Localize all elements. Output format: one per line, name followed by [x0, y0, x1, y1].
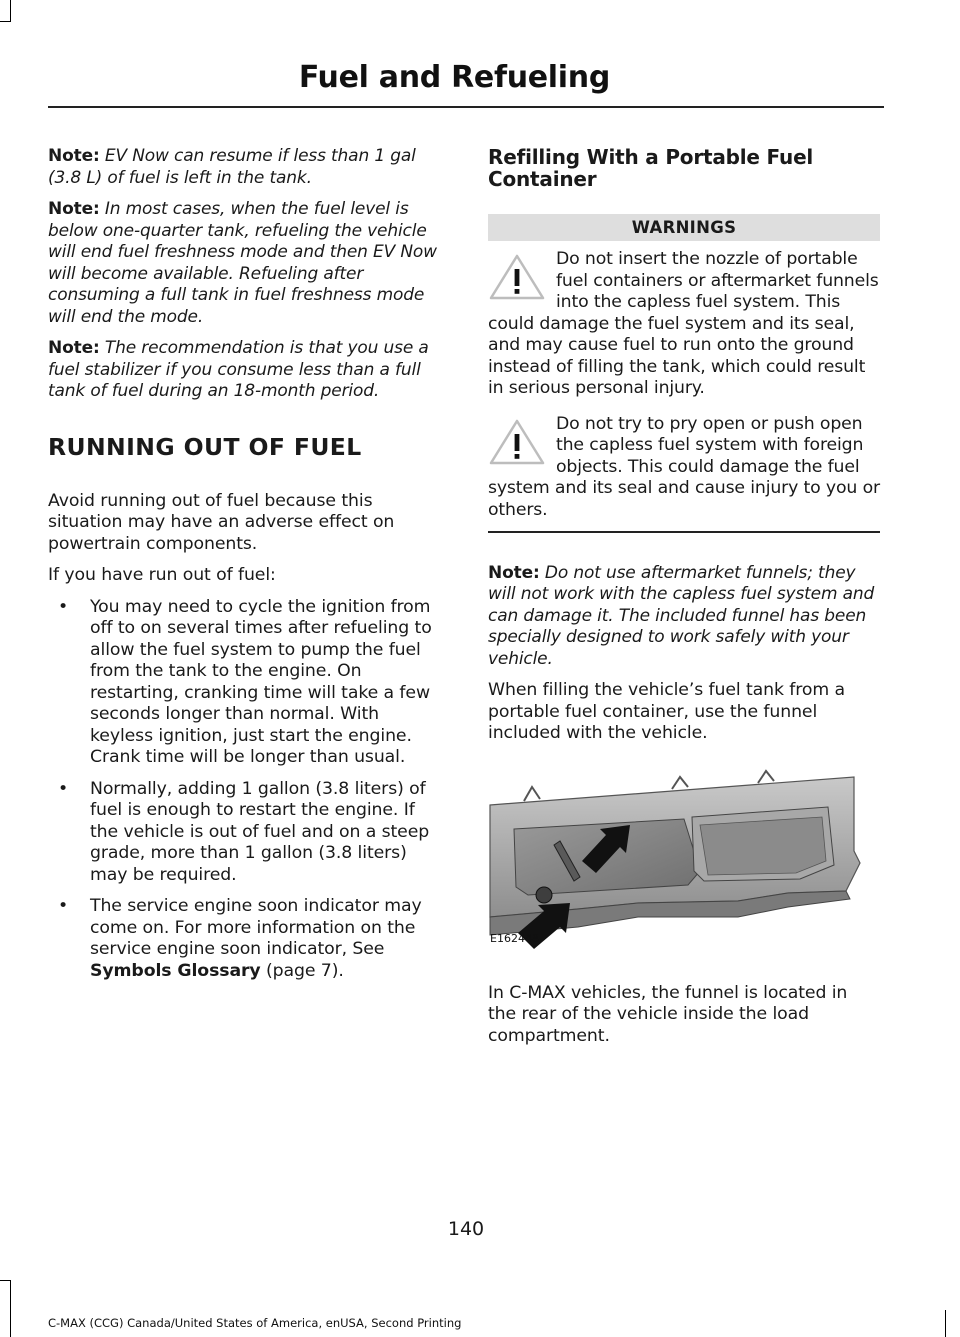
note-fuel-stabilizer	[48, 338, 446, 403]
load-compartment-illustration	[488, 767, 880, 967]
note-fuel-freshness	[48, 199, 446, 328]
symbols-glossary-link[interactable]: Symbols Glossary	[90, 960, 261, 981]
document-info: C-MAX (CCG) Canada/United States of America, enUSA, Second Printing	[48, 1316, 462, 1330]
right-column	[488, 146, 880, 1057]
warning-text: Do not insert the nozzle of portable fuel containers or aftermarket funnels into the capless fuel system. This could damage the fuel system and its seal, and may cause fuel to run onto the ground instead of filling the tank, which could result in serious personal injury.	[488, 249, 879, 398]
bullet-mark: •	[58, 778, 69, 799]
warnings-header: WARNINGS	[488, 214, 880, 241]
warning-triangle-icon	[488, 253, 546, 303]
title-rule	[48, 106, 884, 108]
crop-mark	[10, 1280, 11, 1337]
list-item	[48, 779, 446, 887]
note-text: Do not use aftermarket funnels; they will not work with the capless fuel system and can damage it. The included funnel has been specially designed to work safely with your vehicle.	[488, 562, 875, 669]
bullet-mark: •	[58, 896, 69, 916]
list-item-text: Normally, adding 1 gallon (3.8 liters) of fuel is enough to restart the engine. If the vehicle is out of fuel and on a steep grade, more than 1 gallon (3.8 liters) may be required.	[90, 778, 430, 885]
list-item-text: You may need to cycle the ignition from off to on several times after refueling to allow the fuel system to pump the fuel from the tank to the engine. On restarting, cranking time will take a few seconds longer than normal. With keyless ignition, just start the engine. Crank time will be longer than usual.	[90, 596, 432, 767]
warning-block	[488, 414, 880, 522]
intro-paragraph: Avoid running out of fuel because this situation may have an adverse effect on powertrain components.	[48, 490, 395, 554]
note-label: Note:	[48, 338, 100, 358]
figure-code: E162448	[490, 931, 539, 945]
warning-text: Do not try to pry open or push open the capless fuel system with foreign objects. This could damage the fuel system and its seal and cause injury to you or others.	[488, 413, 880, 520]
note-ev-now	[48, 146, 446, 189]
list-item	[48, 896, 446, 982]
warnings-divider	[488, 531, 880, 533]
list-item	[48, 597, 446, 769]
location-paragraph: In C-MAX vehicles, the funnel is located in the rear of the vehicle inside the load compartment.	[488, 982, 848, 1046]
note-aftermarket-funnels	[488, 563, 880, 671]
section-heading: RUNNING OUT OF FUEL	[48, 432, 362, 461]
left-column	[48, 146, 446, 992]
instruction-paragraph: When filling the vehicle’s fuel tank from a portable fuel container, use the funnel included with the vehicle.	[488, 680, 845, 743]
lead-paragraph: If you have run out of fuel:	[48, 565, 276, 585]
crop-mark	[0, 1280, 11, 1281]
bullet-mark: •	[58, 596, 69, 617]
bullet-list	[48, 597, 446, 983]
note-text: In most cases, when the fuel level is below one-quarter tank, refueling the vehicle will end fuel freshness mode and then EV Now will become available. Refueling after consuming a full tank in fuel freshness mode will end the mode.	[48, 199, 437, 327]
warning-triangle-icon	[488, 418, 546, 468]
warning-block	[488, 249, 880, 400]
crop-mark	[10, 0, 11, 22]
list-item-text: The service engine soon indicator may come on. For more information on the service engine soon indicator, See	[90, 896, 422, 959]
crop-mark	[0, 21, 11, 22]
note-label: Note:	[488, 562, 540, 583]
page-reference: (page 7).	[266, 960, 344, 981]
crop-mark	[945, 1310, 946, 1337]
subsection-heading: Refilling With a Portable Fuel Container	[488, 145, 814, 191]
note-label: Note:	[48, 199, 100, 219]
note-text: EV Now can resume if less than 1 gal (3.8 L) of fuel is left in the tank.	[48, 146, 416, 188]
funnel-location-figure	[488, 767, 880, 967]
note-text: The recommendation is that you use a fuel stabilizer if you consume less than a full tank of fuel during an 18-month period.	[48, 338, 429, 401]
page-number: 140	[447, 1218, 485, 1240]
page-title: Fuel and Refueling	[298, 60, 610, 95]
note-label: Note:	[48, 146, 100, 166]
